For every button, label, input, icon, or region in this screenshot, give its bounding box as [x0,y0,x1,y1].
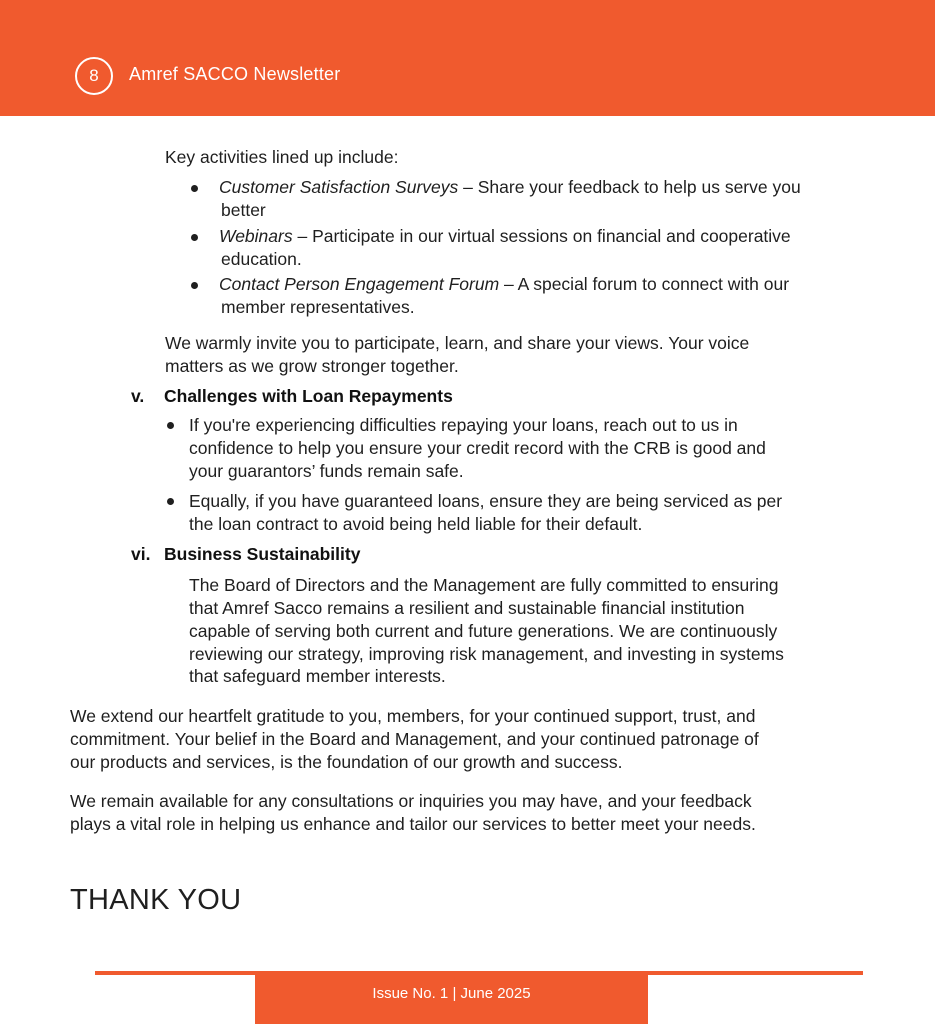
activity-term: Webinars [219,226,293,246]
list-item-cont: your guarantors’ funds remain safe. [189,461,464,481]
activity-desc-cont: education. [221,249,302,269]
activity-desc: – A special forum to connect with our [499,274,790,294]
newsletter-title: Amref SACCO Newsletter [129,64,341,84]
activity-desc: – Share your feedback to help us serve you [458,177,801,197]
list-item: Equally, if you have guaranteed loans, ensure they are being serviced as per [189,491,783,511]
header-bar [0,0,935,116]
sustainability-text-line: reviewing our strategy, improving risk management, and investing in systems [189,644,784,664]
activity-desc-cont: member representatives. [221,297,415,317]
activity-desc-cont: better [221,200,266,220]
sustainability-text-line: The Board of Directors and the Management are fully committed to ensuring [189,575,779,595]
activities-intro: Key activities lined up include: [165,147,399,167]
sustainability-text-line: that safeguard member interests. [189,666,446,686]
list-item [219,176,801,199]
section-title: Business Sustainability [164,544,361,564]
invite-text-line: matters as we grow stronger together. [165,356,459,376]
page-number-badge: 8 [75,57,113,95]
gratitude-text-line: commitment. Your belief in the Board and Management, and your continued patronage of [70,729,759,749]
bullet-dot [167,498,174,505]
list-item [219,225,791,248]
activity-term: Contact Person Engagement Forum [219,274,500,294]
invite-text-line: We warmly invite you to participate, learn, and share your views. Your voice [165,333,750,353]
gratitude-text-line: our products and services, is the foundation of our growth and success. [70,752,623,772]
section-numeral: v. [131,386,145,406]
list-item-cont: confidence to help you ensure your credit record with the CRB is good and [189,438,766,458]
sustainability-text-line: that Amref Sacco remains a resilient and sustainable financial institution [189,598,745,618]
list-item: If you're experiencing difficulties repaying your loans, reach out to us in [189,415,738,435]
issue-label: Issue No. 1 | June 2025 [372,985,531,1002]
section-heading-business-sustainability [131,543,360,565]
section-numeral: vi. [131,544,151,564]
section-heading-loan-repayments [131,385,453,407]
section-title: Challenges with Loan Repayments [164,386,453,406]
activity-desc: – Participate in our virtual sessions on financial and cooperative [292,226,791,246]
gratitude-text-line: We extend our heartfelt gratitude to you, members, for your continued support, trust, and [70,706,756,726]
bullet-dot [167,422,174,429]
availability-text-line: plays a vital role in helping us enhance and tailor our services to better meet your needs. [70,814,756,834]
bullet-dot [191,185,198,192]
bullet-dot [191,234,198,241]
availability-text-line: We remain available for any consultations or inquiries you may have, and your feedback [70,791,752,811]
list-item-cont: the loan contract to avoid being held liable for their default. [189,514,643,534]
list-item [219,273,789,296]
sustainability-text-line: capable of serving both current and future generations. We are continuously [189,621,778,641]
activity-term: Customer Satisfaction Surveys [219,177,459,197]
thank-you-heading: THANK YOU [70,884,242,916]
bullet-dot [191,282,198,289]
